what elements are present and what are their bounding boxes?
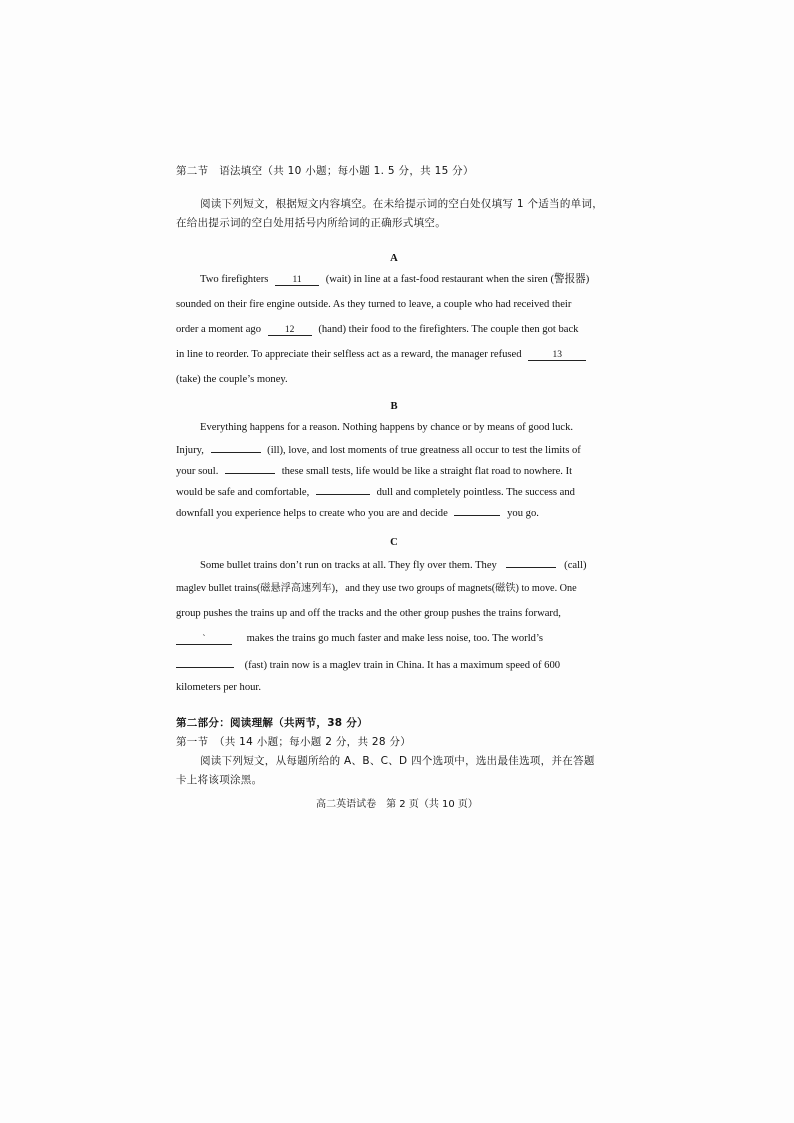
passage-a-line-5: (take) the couple’s money. xyxy=(176,374,288,385)
passage-c-line-5 xyxy=(176,657,612,673)
passage-b-text: your soul. xyxy=(176,466,219,477)
passage-c-text: (fast) train now is a maglev train in China. It has a maximum speed of 600 xyxy=(244,660,561,671)
passage-b-text: (ill), love, and lost moments of true greatness all occur to test the limits of xyxy=(267,445,581,456)
passage-a-line-4 xyxy=(176,348,612,362)
passage-a-line-3 xyxy=(176,323,612,337)
blank-17[interactable] xyxy=(454,505,500,516)
passage-b-line-4 xyxy=(176,484,612,500)
passage-a-text: Two firefighters xyxy=(200,274,269,285)
passage-a-text: in line to reorder. To appreciate their selfless act as a reward, the manager refused xyxy=(176,349,522,360)
passage-b-text: these small tests, life would be like a straight flat road to nowhere. It xyxy=(281,466,573,477)
page-footer: 高二英语试卷 第 2 页（共 10 页） xyxy=(316,799,478,810)
passage-a-text: order a moment ago xyxy=(176,324,262,335)
passage-c-text: (call) xyxy=(564,560,587,571)
blank-15[interactable] xyxy=(225,463,275,474)
part2-instructions-line-2: 卡上将该项涂黑。 xyxy=(176,774,263,786)
passage-a-title: A xyxy=(390,253,398,264)
passage-b-line-5 xyxy=(176,505,612,521)
part2-header: 第二部分：阅读理解（共两节，38 分） xyxy=(176,717,368,729)
passage-b-line-2 xyxy=(176,442,612,458)
instructions-line-1: 阅读下列短文，根据短文内容填空。在未给提示词的空白处仅填写 1 个适当的单词， xyxy=(200,198,604,210)
passage-c-line-2: maglev bullet trains(磁悬浮高速列车)，and they use two groups of magnets(磁铁) to move. One xyxy=(176,583,577,594)
passage-b-text: you go. xyxy=(507,508,539,519)
passage-c-line-6: kilometers per hour. xyxy=(176,682,262,693)
passage-a-text: (hand) their food to the firefighters. The couple then got back xyxy=(318,324,579,335)
blank-12[interactable]: 12 xyxy=(268,325,312,336)
passage-b-text: dull and completely pointless. The success and xyxy=(376,487,575,498)
passage-a-line-1 xyxy=(200,273,612,287)
passage-b-title: B xyxy=(390,401,398,412)
part2-instructions-line-1: 阅读下列短文，从每题所给的 A、B、C、D 四个选项中，选出最佳选项，并在答题 xyxy=(200,755,595,767)
passage-c-line-1 xyxy=(200,557,612,573)
passage-c-text: makes the trains go much faster and make less noise, too. The world’s xyxy=(246,633,544,644)
passage-b-text: would be safe and comfortable, xyxy=(176,487,310,498)
passage-a-text: (wait) in line at a fast-food restaurant when the siren (警报器) xyxy=(325,274,590,285)
passage-c-line-4 xyxy=(176,632,612,646)
section-header: 第二节 语法填空（共 10 小题；每小题 1. 5 分，共 15 分） xyxy=(176,165,474,177)
part2-section1: 第一节 （共 14 小题；每小题 2 分，共 28 分） xyxy=(176,736,412,748)
passage-b-line-1: Everything happens for a reason. Nothing happens by chance or by means of good luck. xyxy=(200,422,574,433)
passage-b-text: downfall you experience helps to create who you are and decide xyxy=(176,508,448,519)
blank-14[interactable] xyxy=(211,442,261,453)
blank-13[interactable]: 13 xyxy=(528,350,586,361)
passage-c-title: C xyxy=(390,537,398,548)
instructions-line-2: 在给出提示词的空白处用括号内所给词的正确形式填空。 xyxy=(176,217,446,229)
blank-11[interactable]: 11 xyxy=(275,275,319,286)
passage-c-line-3: group pushes the trains up and off the tracks and the other group pushes the trains forward, xyxy=(176,608,561,619)
blank-16[interactable] xyxy=(316,484,370,495)
blank-20[interactable] xyxy=(176,657,234,668)
blank-18[interactable] xyxy=(506,557,556,568)
blank-19[interactable]: ` xyxy=(176,634,232,645)
passage-a-line-2: sounded on their fire engine outside. As they turned to leave, a couple who had received their xyxy=(176,299,572,310)
passage-c-text: Some bullet trains don’t run on tracks at all. They fly over them. They xyxy=(200,560,497,571)
passage-b-line-3 xyxy=(176,463,612,479)
passage-b-text: Injury, xyxy=(176,445,204,456)
